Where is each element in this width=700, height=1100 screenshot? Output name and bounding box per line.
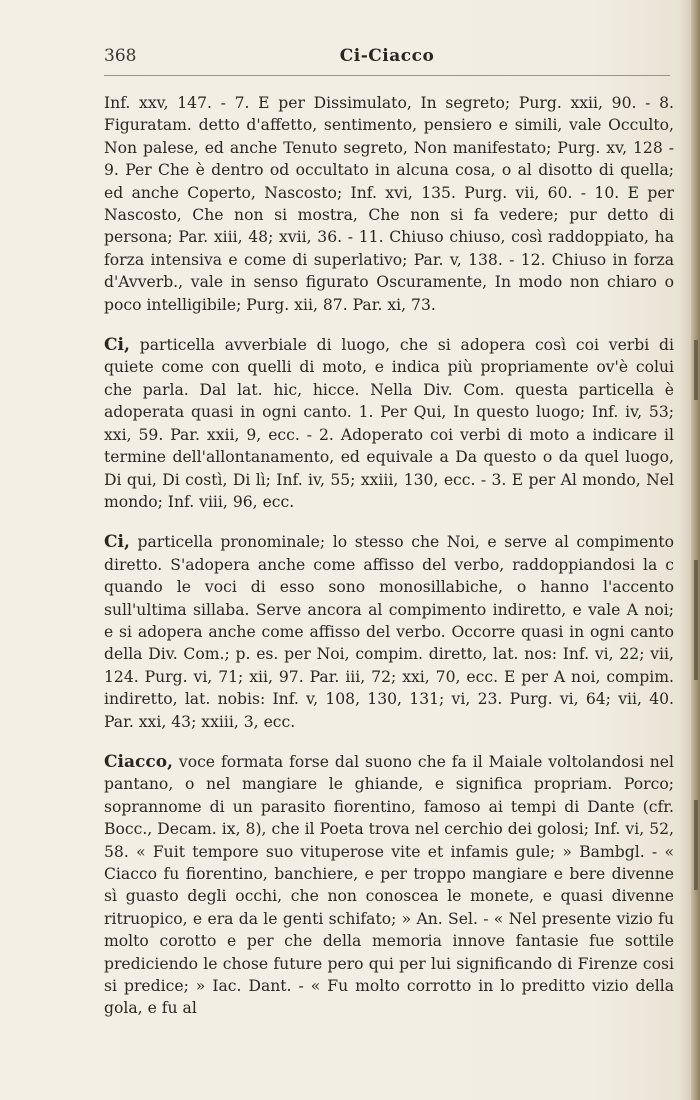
- entry-head: Ci,: [104, 532, 130, 553]
- running-title: Ci-Ciacco: [339, 46, 435, 66]
- entry-head: Ciacco,: [104, 751, 173, 772]
- page-number: 368: [104, 46, 137, 66]
- entry-text: Inf. xxv, 147. - 7. E per Dissimulato, In segreto; Purg. xxii, 90. - 8. Figuratam. detto d'affetto, sentimento, pensiero e simili, vale Occulto, Non palese, ed anche Tenuto segreto, Non manifestato; Purg. xv, 128 - 9. Per Che è dentro od occultato in alcuna cosa, o al disotto di quella; ed anche Coperto, Nascosto; Inf. xvi, 135. Purg. vii, 60. - 10. E per Nascosto, Che non si mostra, Che non si fa vedere; pur detto di persona; Par. xiii, 48; xvii, 36. - 11. Chiuso chiuso, così raddoppiato, ha forza intensiva e come di superlativo; Par. v, 138. - 12. Chiuso in forza d'Avverb., vale in senso figurato Oscuramente, In modo non chiaro o poco intelligibile; Purg. xii, 87. Par. xi, 73.: [104, 94, 674, 314]
- spine-shadow: [694, 340, 698, 400]
- entry-text: particella pronominale; lo stesso che Noi, e serve al compimento diretto. S'adopera anche come affisso del verbo, raddoppiandosi la c quando le voci di esso sono monosillabiche, o hanno l'accento sull'ultima sillaba. Serve ancora al compimento indiretto, e vale A noi; e si adopera anche come affisso del verbo. Occorre quasi in ogni canto della Div. Com.; p. es. per Noi, compim. diretto, lat. nos: Inf. vi, 22; vii, 124. Purg. vi, 71; xii, 97. Par. iii, 72; xxi, 70, ecc. E per A noi, compim. indiretto, lat. nobis: Inf. v, 108, 130, 131; vi, 23. Purg. vi, 64; vii, 40. Par. xxi, 43; xxiii, 3, ecc.: [104, 533, 674, 731]
- entry-head: Ci,: [104, 335, 130, 356]
- entry-text: voce formata forse dal suono che fa il Maiale voltolandosi nel pantano, o nel mangiare le ghiande, e significa propriam. Porco; soprannome di un parasito fiorentino, famoso ai tempi di Dante (cfr. Bocc., Decam. ix, 8), che il Poeta trova nel cerchio dei golosi; Inf. vi, 52, 58. « Fuit tempore suo vituperose vite et infamis gule; » Bambgl. - « Ciacco fu fiorentino, banchiere, e per troppo mangiare e bere divenne sì guasto degli occhi, che non conoscea le monete, e quasi divenne ritruopico, e era da le genti schifato; » An. Sel. - « Nel presente vizio fu molto corotto e per che della memoria innove fantasie fue sottile prediciendo le chose future pero qui per lui significando di Firenze cosi si predice; » Iac. Dant. - « Fu molto corrotto in lo preditto vizio della gola, e fu al: [104, 752, 674, 1018]
- page-content: [104, 92, 674, 1038]
- page-header: [104, 46, 670, 72]
- entry-ci-adverbial: [104, 334, 674, 513]
- header-rule: [104, 75, 670, 76]
- entry-text: particella avverbiale di luogo, che si adopera così coi verbi di quiete come con quelli di moto, e indica più propriamente ov'è colui che parla. Dal lat. hic, hicce. Nella Div. Com. questa particella è adoperata quasi in ogni canto. 1. Per Qui, In questo luogo; Inf. iv, 53; xxi, 59. Par. xxii, 9, ecc. - 2. Adoperato coi verbi di moto a indicare il termine dell'allontanamento, ed equivale a Da questo o da quel luogo, Di qui, Di costì, Di lì; Inf. iv, 55; xxiii, 130, ecc. - 3. E per Al mondo, Nel mondo; Inf. viii, 96, ecc.: [104, 336, 674, 511]
- book-spine-edge: [691, 0, 700, 1100]
- entry-continuation: [104, 92, 674, 316]
- spine-shadow: [694, 800, 698, 890]
- spine-shadow: [694, 560, 698, 680]
- entry-ci-pronominal: [104, 531, 674, 733]
- entry-ciacco: [104, 751, 674, 1020]
